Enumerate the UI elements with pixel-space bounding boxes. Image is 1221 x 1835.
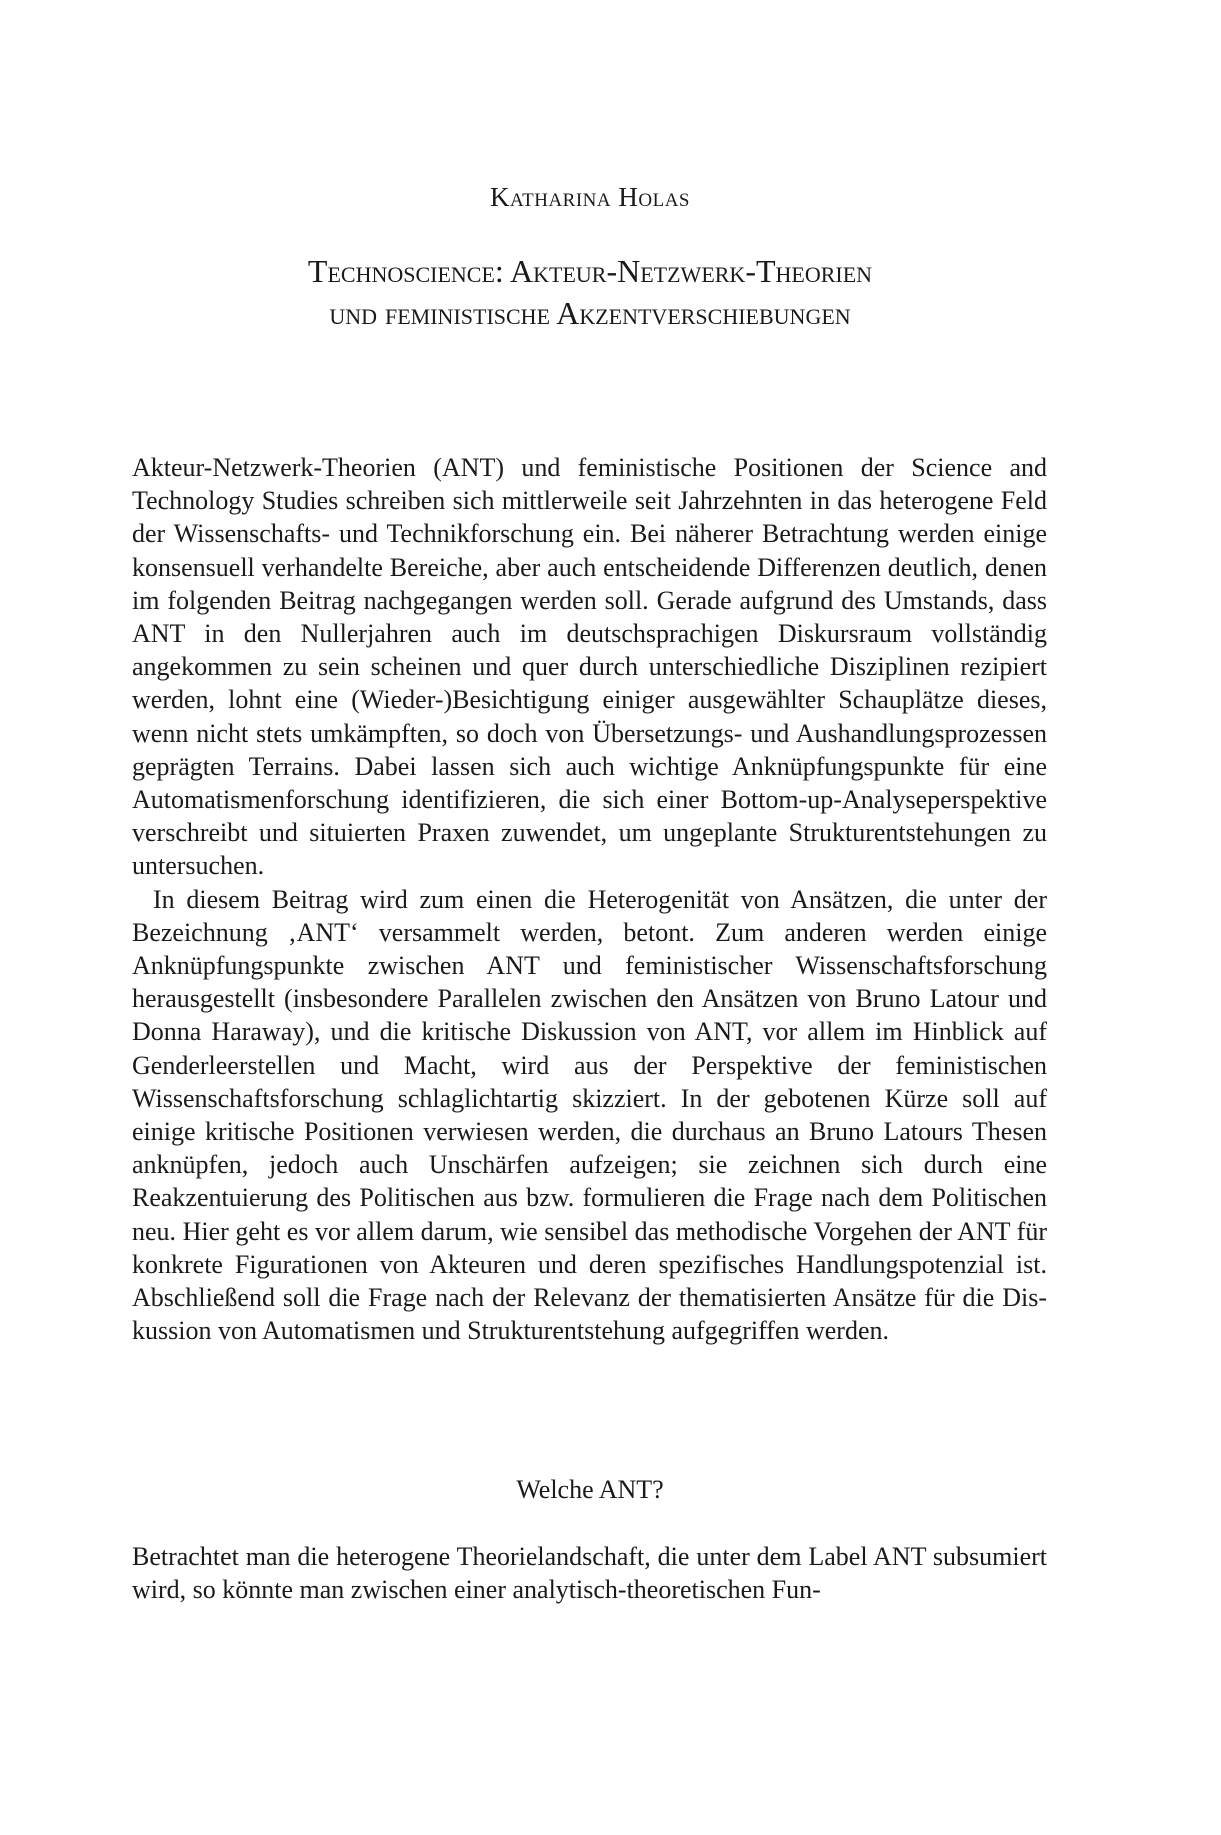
section-paragraph-1: Betrachtet man die heterogene Theorielandschaft, die unter dem Label ANT subsumiert wird, so könnte man zwischen einer analytisch-theoretischen Fun-	[132, 1542, 1047, 1605]
article-title	[0, 250, 1180, 334]
article-title-line-1: Technoscience: Akteur-Netzwerk-Theorien	[307, 253, 873, 289]
section-heading: Welche ANT?	[516, 1475, 664, 1504]
abstract-paragraph-2: In diesem Beitrag wird zum einen die Heterogenität von Ansätzen, die unter der Bezeichnung ‚ANT‘ versammelt werden, betont. Zum anderen werden einige Anknüpfungspunkte zwischen ANT und feministischer Wissenschaftsforschung herausgestellt (insbesondere Parallelen zwischen den Ansätzen von Bruno Latour und Donna Haraway), und die kritische Diskussion von ANT, vor allem im Hinblick auf Genderleerstellen und Macht, wird aus der Perspektive der feministischen Wissenschaftsforschung schlaglichtartig skizziert. In der gebotenen Kürze soll auf einige kritische Positionen verwiesen werden, die durchaus an Bruno Latours Thesen anknüpfen, jedoch auch Unschärfen aufzeigen; sie zeichnen sich durch eine Reakzentuierung des Politischen aus bzw. formulieren die Frage nach dem Politischen neu. Hier geht es vor allem darum, wie sensibel das methodische Vorgehen der ANT für konkrete Figurationen von Akteuren und deren spezifisches Handlungspotenzial ist. Abschließend soll die Frage nach der Relevanz der thematisierten Ansätze für die Diskussion von Automatismen und Strukturentstehung aufgegriffen werden.	[132, 884, 1047, 1346]
article-title-line-2: und feministische Akzentverschiebungen	[329, 295, 851, 331]
abstract-paragraph-1: Akteur-Netzwerk-Theorien (ANT) und feministische Positionen der Science and Technology Studies schreiben sich mittlerweile seit Jahrzehnten in das heterogene Feld der Wissenschafts- und Technikforschung ein. Bei näherer Betrachtung werden einige konsensuell verhandelte Bereiche, aber auch entscheidende Differenzen deutlich, denen im folgenden Beitrag nachgegangen werden soll. Gerade aufgrund des Umstands, dass ANT in den Nullerjahren auch im deutschsprachigen Diskursraum vollständig angekommen zu sein scheinen und quer durch unterschiedliche Disziplinen rezipiert werden, lohnt eine (Wieder-)Besichtigung einiger ausgewählter Schauplätze dieses, wenn nicht stets umkämpften, so doch von Übersetzungs- und Aushandlungsprozessen geprägten Terrains. Dabei lassen sich auch wichtige Anknüpfungspunkte für eine Automatismenforschung identifizieren, die sich einer Bottom-up-Analyseperspektive verschreibt und situierten Praxen zuwendet, um ungeplante Strukturentstehungen zu untersuchen.	[132, 453, 1047, 881]
section-body	[132, 1540, 1047, 1606]
author-name: Katharina Holas	[490, 182, 690, 212]
abstract	[132, 451, 1047, 1347]
